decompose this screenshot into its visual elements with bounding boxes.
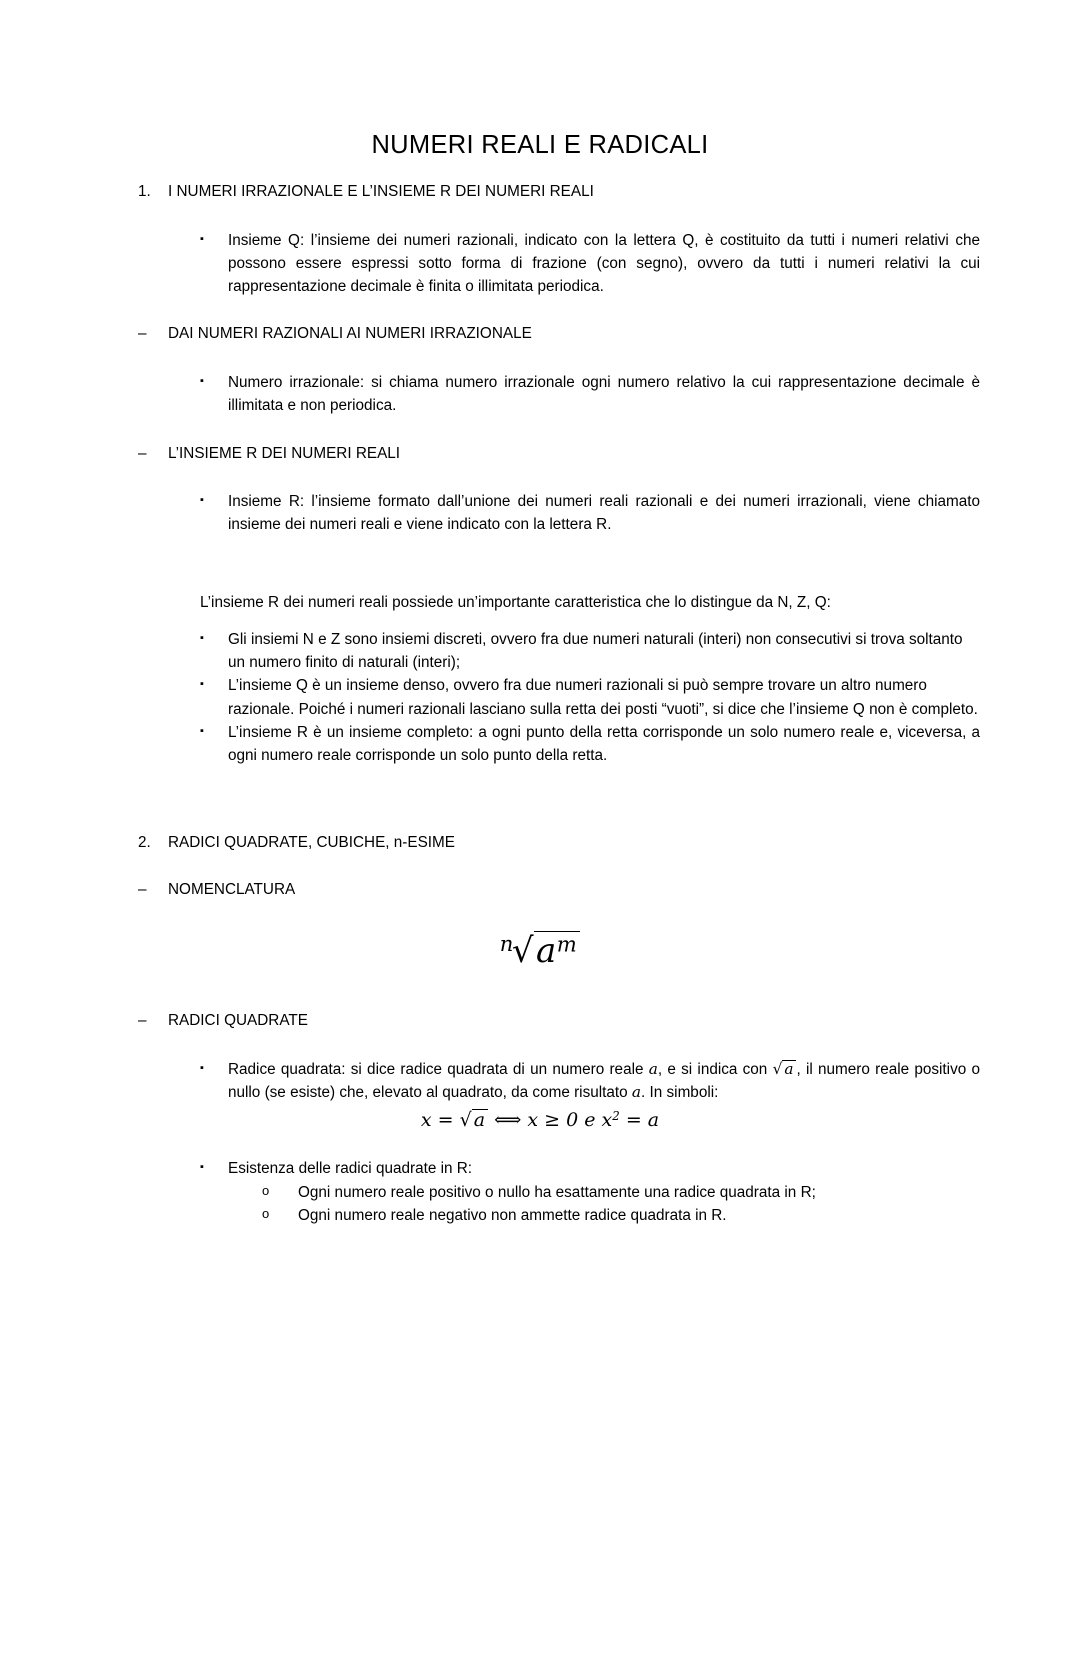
sub-list-item xyxy=(0,1181,1080,1204)
bullet-radice-quadrata-text: Radice quadrata: si dice radice quadrata di un numero reale a, e si indica con √ a , il numero reale positivo o nullo (se esiste) che, elevato al quadrato, da come risultato a. In simboli: xyxy=(228,1060,980,1102)
spacer xyxy=(0,971,1080,1011)
square-bullet-icon: ▪ xyxy=(200,724,204,737)
square-bullet-icon: ▪ xyxy=(200,494,204,507)
square-bullet-icon: ▪ xyxy=(200,1062,204,1075)
bullet-esistenza xyxy=(0,1157,1080,1180)
bullet-numero-irrazionale xyxy=(0,371,1080,418)
radicand-base: a xyxy=(535,931,557,972)
page-title: NUMERI REALI E RADICALI xyxy=(371,131,709,159)
subheading-dai-numeri-razionali xyxy=(0,324,1080,345)
bullet-numero-irrazionale-text: Numero irrazionale: si chiama numero irrazionale ogni numero relativo la cui rappresentazione decimale è illimitata e non periodica. xyxy=(228,374,980,415)
spacer xyxy=(0,464,1080,490)
circle-bullet-icon: o xyxy=(262,1205,270,1221)
bullet-insieme-r-text: Insieme R: l’insieme formato dall’unione dei numeri reali razionali e dei numeri irrazionali, viene chiamato insieme dei numeri reali e viene indicato con la lettera R. xyxy=(228,493,980,534)
section-1-heading xyxy=(0,182,1080,203)
formula-conjunction: e xyxy=(584,1108,596,1131)
subheading-nomenclatura xyxy=(0,880,1080,901)
subheading-insieme-r xyxy=(0,444,1080,465)
spacer xyxy=(0,203,1080,229)
list-item-text: Gli insiemi N e Z sono insiemi discreti, ovvero fra due numeri naturali (interi) non consecutivi si trova soltanto un numero finito di naturali (interi); xyxy=(228,630,963,672)
bullet-radice-quadrata xyxy=(0,1058,1080,1105)
section-1-heading-text: I NUMERI IRRAZIONALE E L’INSIEME R DEI NUMERI REALI xyxy=(168,183,594,200)
bullet-insieme-r xyxy=(0,490,1080,537)
formula-cond2-exponent: 2 xyxy=(612,1108,620,1123)
formula-sqrt-radicand: a xyxy=(472,1109,488,1132)
dash-bullet-icon: – xyxy=(138,1012,147,1030)
formula-cond2 xyxy=(602,1109,660,1131)
square-bullet-icon: ▪ xyxy=(200,1161,204,1174)
subheading-radici-quadrate-text: RADICI QUADRATE xyxy=(168,1012,308,1030)
list-item xyxy=(0,674,1080,721)
formula-cond1: x ≥ 0 xyxy=(527,1108,579,1131)
dash-bullet-icon: – xyxy=(138,444,147,462)
subheading-nomenclatura-text: NOMENCLATURA xyxy=(168,881,296,899)
list-item xyxy=(0,628,1080,675)
formula-cond2-base: x xyxy=(601,1108,613,1131)
subheading-dai-numeri-razionali-text: DAI NUMERI RAZIONALI AI NUMERI IRRAZIONALE xyxy=(168,325,532,343)
spacer xyxy=(0,614,1080,628)
bullet-insieme-q xyxy=(0,229,1080,299)
section-2-heading xyxy=(0,833,1080,854)
formula-iff-symbol: ⟺ xyxy=(494,1108,522,1131)
variable-a: a xyxy=(648,1060,658,1079)
bullet-esistenza-text: Esistenza delle radici quadrate in R: xyxy=(228,1160,473,1178)
variable-a: a xyxy=(631,1083,642,1102)
document-body xyxy=(0,182,1080,1227)
spacer xyxy=(0,807,1080,833)
inline-sqrt-radicand: a xyxy=(782,1060,796,1079)
formula-simboli: x = √ a ⟺ x ≥ 0 e $x^2 = a$ xyxy=(420,1108,660,1131)
dash-bullet-icon: – xyxy=(138,325,147,343)
spacer xyxy=(0,418,1080,444)
spacer xyxy=(0,854,1080,880)
text-fragment: Radice quadrata: si dice radice quadrata di un numero reale xyxy=(228,1061,649,1079)
formula-cond2-tail: = a xyxy=(625,1108,660,1131)
spacer xyxy=(0,298,1080,324)
subheading-insieme-r-text: L’INSIEME R DEI NUMERI REALI xyxy=(168,444,401,462)
spacer xyxy=(0,1131,1080,1157)
dash-bullet-icon: – xyxy=(138,881,147,899)
list-item xyxy=(0,721,1080,768)
square-bullet-icon: ▪ xyxy=(200,678,204,691)
list-item-text: L’insieme Q è un insieme denso, ovvero fra due numeri razionali si può sempre trovare un altro numero razionale. Poiché i numeri razionali lasciano sulla retta dei posti “vuoti”, si dice che l’insieme Q non è completo. xyxy=(228,677,978,718)
sub-list-item-text: Ogni numero reale positivo o nullo ha esattamente una radice quadrata in R; xyxy=(298,1183,816,1201)
paragraph-caratteristica: L’insieme R dei numeri reali possiede un’importante caratteristica che lo distingue da N, Z, Q: xyxy=(200,593,831,611)
subheading-radici-quadrate xyxy=(0,1011,1080,1032)
circle-bullet-icon: o xyxy=(262,1182,270,1198)
spacer xyxy=(0,767,1080,807)
root-index: n xyxy=(499,930,514,956)
formula-nth-root: $^n√a^m$ xyxy=(0,931,1080,972)
text-fragment: . In simboli: xyxy=(641,1084,719,1102)
list-item-text: L’insieme R è un insieme completo: a ogni punto della retta corrisponde un solo numero reale e, viceversa, a ogni numero reale corrisponde un solo punto della retta. xyxy=(228,723,980,765)
list-number: 1. xyxy=(138,183,151,200)
sub-list-item xyxy=(0,1204,1080,1227)
spacer xyxy=(0,345,1080,371)
square-bullet-icon: ▪ xyxy=(200,232,204,245)
radicand-exponent: m xyxy=(556,931,578,957)
bullet-insieme-q-text: Insieme Q: l’insieme dei numeri razionali, indicato con la lettera Q, è costituito da tutti i numeri relativi che possono essere espressi sotto forma di frazione (con segno), ovvero da tutti i numeri relativi la cui rappresentazione decimale è finita o illimitata periodica. xyxy=(228,231,980,296)
spacer xyxy=(0,537,1080,591)
text-fragment: , e si indica con xyxy=(657,1061,773,1079)
document-page xyxy=(0,131,1080,1658)
square-bullet-icon: ▪ xyxy=(200,375,204,388)
spacer xyxy=(0,1032,1080,1058)
formula-lhs: x = xyxy=(420,1108,454,1131)
section-2-heading-text: RADICI QUADRATE, CUBICHE, n-ESIME xyxy=(168,834,455,852)
text-fragment: , il numero reale positivo o nullo (se esiste) che, elevato al quadrato, da come risultato xyxy=(228,1061,980,1102)
sub-list-item-text: Ogni numero reale negativo non ammette radice quadrata in R. xyxy=(298,1206,727,1224)
list-number: 2. xyxy=(138,834,151,852)
square-bullet-icon: ▪ xyxy=(200,631,204,644)
